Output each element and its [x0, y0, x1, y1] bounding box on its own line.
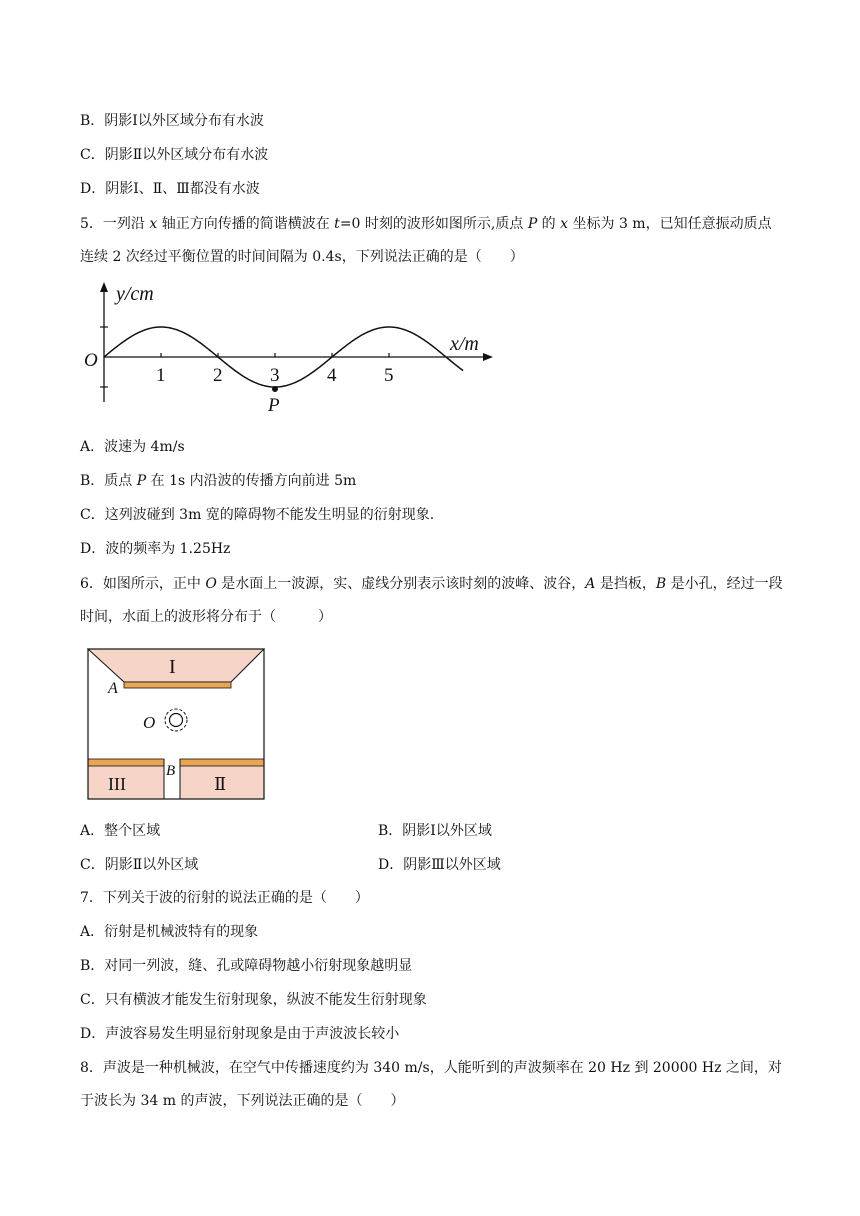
- label-region-iii: III: [108, 774, 126, 794]
- shadow-region-iii: [88, 766, 164, 799]
- x-tick-label: 4: [327, 365, 337, 386]
- wave-graph-svg: [80, 278, 500, 418]
- y-axis-label: y/cm: [116, 283, 154, 305]
- label-o: O: [143, 713, 156, 732]
- q6-option-b: B．阴影Ⅰ以外区域: [378, 823, 492, 839]
- q4-option-d: D．阴影Ⅰ、Ⅱ、Ⅲ都没有水波: [80, 181, 260, 197]
- q5-option-d: D．波的频率为 1.25Hz: [80, 541, 231, 557]
- q5-option-c: C．这列波碰到 3m 宽的障碍物不能发生明显的衍射现象.: [80, 507, 435, 523]
- q6-option-a: A．整个区域: [80, 823, 161, 839]
- q8-stem: 8．声波是一种机械波，在空气中传播速度约为 340 m/s，人能听到的声波频率在 20 Hz 到 20000 Hz 之间，对于波长为 34 m 的声波，下列说法正确的是（ ）: [80, 1060, 782, 1109]
- y-axis-arrow: [100, 282, 108, 292]
- q6-option-c: C．阴影Ⅱ以外区域: [80, 857, 199, 873]
- label-b: B: [166, 763, 176, 779]
- point-p-marker: [272, 386, 278, 392]
- x-tick-label: 3: [270, 365, 280, 386]
- q7-option-a: A．衍射是机械波特有的现象: [80, 924, 259, 940]
- q7-option-b: B．对同一列波，缝、孔或障碍物越小衍射现象越明显: [80, 958, 413, 974]
- x-ticks: [156, 353, 394, 386]
- q7-option-d: D．声波容易发生明显衍射现象是由于声波波长较小: [80, 1026, 400, 1042]
- q7-option-c: C．只有横波才能发生衍射现象，纵波不能发生衍射现象: [80, 992, 427, 1008]
- q5-stem: 5．一列沿 x 轴正方向传播的简谐横波在 t=0 时刻的波形如图所示,质点 P 的 x 坐标为 3 m，已知任意振动质点连续 2 次经过平衡位置的时间间隔为 0.4s，下列说法正确的是（ ）: [80, 216, 772, 265]
- plate-right: [180, 759, 264, 766]
- water-tank-figure: [86, 647, 268, 801]
- q5-option-b: B．质点 P 在 1s 内沿波的传播方向前进 5m: [80, 473, 357, 489]
- x-axis-arrow: [483, 353, 493, 361]
- x-tick-label: 5: [384, 365, 394, 386]
- x-axis-label: x/m: [450, 333, 479, 355]
- wave-trough-circle: [165, 709, 187, 731]
- x-tick-label: 2: [213, 365, 223, 386]
- origin-label: O: [84, 350, 98, 371]
- q4-option-c: C．阴影Ⅱ以外区域分布有水波: [80, 147, 269, 163]
- baffle-plate-a: [124, 682, 231, 688]
- point-p-label: P: [268, 395, 280, 416]
- q7-stem: 7．下列关于波的衍射的说法正确的是（ ）: [80, 890, 369, 906]
- q6-stem: 6．如图所示，正中 O 是水面上一波源，实、虚线分别表示该时刻的波峰、波谷，A 是挡板，B 是小孔，经过一段时间，水面上的波形将分布于（ ）: [80, 576, 783, 625]
- x-tick-label: 1: [156, 365, 166, 386]
- label-a: A: [108, 680, 118, 697]
- q6-option-d: D．阴影Ⅲ以外区域: [378, 857, 501, 873]
- shadow-region-i: [88, 649, 264, 682]
- wave-crest-circle: [170, 714, 183, 727]
- plate-left: [88, 759, 164, 766]
- water-tank-svg: [86, 647, 268, 801]
- label-region-ii: Ⅱ: [214, 774, 227, 794]
- q4-option-b: B．阴影Ⅰ以外区域分布有水波: [80, 113, 264, 129]
- q5-option-a: A．波速为 4m/s: [80, 439, 185, 455]
- wave-graph: [80, 278, 500, 418]
- label-region-i: I: [169, 656, 176, 678]
